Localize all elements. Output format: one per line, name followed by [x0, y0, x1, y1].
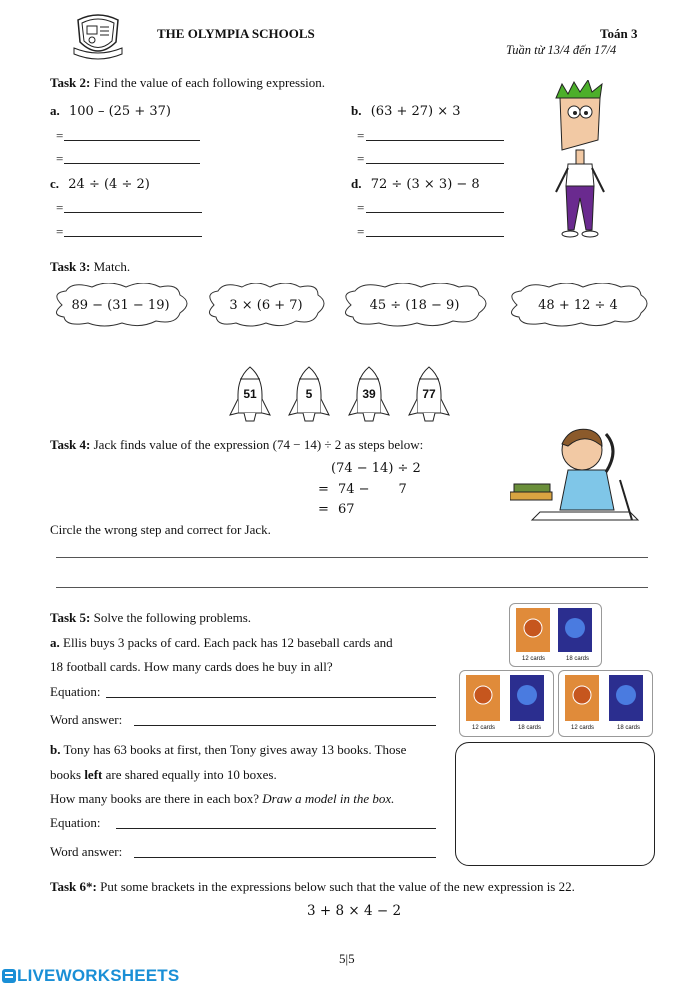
step-3[interactable]: 67: [338, 502, 355, 517]
task5-heading: [50, 610, 251, 626]
cloud-expression: 3 × (6 + 7): [229, 297, 303, 313]
problem-a-line2: 18 football cards. How many cards does he buy in all?: [50, 659, 333, 674]
rocket-answer[interactable]: [228, 365, 272, 425]
task2-item-c: [50, 176, 150, 192]
eq-sign: =: [56, 128, 64, 143]
rocket-number: 39: [362, 387, 376, 401]
task2-label: Task 2:: [50, 75, 91, 90]
task6-label: Task 6*:: [50, 879, 97, 894]
problem-text: Ellis buys 3 packs of card. Each pack has 12 baseball cards and: [59, 635, 393, 650]
task3-heading: [50, 259, 130, 275]
problem-text: Tony has 63 books at first, then Tony gives away 13 books. Those: [60, 742, 407, 757]
eq-sign: =: [56, 224, 64, 239]
eq-sign: =: [357, 200, 365, 215]
task4-instruction: Circle the wrong step and correct for Jack.: [50, 522, 271, 537]
equation-blank[interactable]: [106, 697, 436, 698]
task4-label: Task 4:: [50, 437, 91, 452]
cartoon-character-illustration: [548, 80, 618, 240]
subject-title: Toán 3: [600, 26, 638, 41]
page-number: 5|5: [339, 951, 355, 966]
item-letter: d.: [351, 176, 362, 191]
boy-studying-illustration: [510, 420, 645, 525]
word-answer-label: Word answer:: [50, 712, 123, 727]
problem-letter: a.: [50, 635, 60, 650]
problem-letter: b.: [50, 742, 61, 757]
word-answer-blank[interactable]: [134, 857, 436, 858]
card-pack-illustration: [558, 670, 653, 737]
school-name: THE OLYMPIA SCHOOLS: [157, 26, 315, 41]
cloud-expression: 45 ÷ (18 − 9): [369, 297, 460, 313]
item-expression: (63 + 27) × 3: [370, 104, 461, 119]
card-label: 18 cards: [617, 725, 641, 731]
eq-sign: =: [357, 128, 365, 143]
equation-label: Equation:: [50, 684, 101, 699]
task3-label: Task 3:: [50, 259, 91, 274]
liveworksheets-logo: [2, 966, 179, 986]
problem-b-line3: [50, 791, 394, 807]
eq-sign: =: [357, 151, 365, 166]
task5-label: Task 5:: [50, 610, 91, 625]
expression-cloud[interactable]: [503, 283, 653, 327]
step-2[interactable]: 74 − 7: [338, 482, 407, 497]
task2-item-d: [351, 176, 480, 192]
item-letter: b.: [351, 103, 362, 118]
task6-title: Put some brackets in the expressions below such that the value of the new expression is 22.: [96, 879, 575, 894]
answer-blank[interactable]: [366, 163, 504, 164]
eq-sign: =: [56, 200, 64, 215]
expression-cloud[interactable]: [48, 283, 193, 327]
task5-title: Solve the following problems.: [90, 610, 252, 625]
problem-text: books: [50, 767, 85, 782]
rocket-answer[interactable]: [347, 365, 391, 425]
task2-item-a: [50, 103, 171, 119]
card-pack-illustration: [509, 603, 602, 667]
card-label: 18 cards: [566, 656, 590, 662]
answer-line[interactable]: [56, 587, 648, 588]
cloud-expression: 89 − (31 − 19): [71, 297, 170, 313]
answer-blank[interactable]: [64, 236, 202, 237]
item-expression: 24 ÷ (4 ÷ 2): [68, 177, 150, 192]
problem-b-line1: [50, 742, 406, 758]
task2-heading: [50, 75, 325, 91]
eq-sign: =: [56, 151, 64, 166]
step-3-eq: =: [318, 502, 329, 517]
task4-title: Jack finds value of the expression (74 − 14) ÷ 2 as steps below:: [90, 437, 424, 452]
answer-blank[interactable]: [64, 212, 202, 213]
step-1[interactable]: (74 − 14) ÷ 2: [331, 461, 421, 476]
expression-cloud[interactable]: [202, 283, 330, 327]
task2-title: Find the value of each following expression.: [90, 75, 326, 90]
school-logo: [72, 12, 124, 62]
card-label: 12 cards: [522, 656, 546, 662]
task6-heading: [50, 879, 575, 895]
card-label: 12 cards: [571, 725, 595, 731]
rocket-number: 77: [422, 387, 436, 401]
rocket-answer[interactable]: [407, 365, 451, 425]
rocket-answer[interactable]: [287, 365, 331, 425]
problem-text-bold: left: [84, 767, 103, 782]
word-answer-blank[interactable]: [134, 725, 436, 726]
task3-title: Match.: [90, 259, 131, 274]
task2-item-b: [351, 103, 461, 119]
item-expression: 100 – (25 + 37): [69, 104, 171, 119]
problem-text: are shared equally into 10 boxes.: [102, 767, 277, 782]
rocket-number: 5: [305, 387, 313, 401]
item-letter: c.: [50, 176, 60, 191]
word-answer-label: Word answer:: [50, 844, 123, 859]
brand-name: LIVEWORKSHEETS: [17, 966, 180, 985]
card-pack-illustration: [459, 670, 554, 737]
item-expression: 72 ÷ (3 × 3) − 8: [370, 177, 480, 192]
model-drawing-box[interactable]: [455, 742, 655, 866]
answer-blank[interactable]: [366, 140, 504, 141]
rocket-number: 51: [243, 387, 257, 401]
task4-heading: [50, 437, 423, 453]
problem-text-italic: Draw a model in the box.: [262, 791, 395, 806]
answer-blank[interactable]: [366, 212, 504, 213]
brand-icon: [2, 969, 16, 983]
week-range: Tuần từ 13/4 đến 17/4: [506, 43, 617, 57]
problem-text: How many books are there in each box?: [50, 791, 263, 806]
step-2-eq: =: [318, 482, 329, 497]
answer-line[interactable]: [56, 557, 648, 558]
cloud-expression: 48 + 12 ÷ 4: [538, 297, 618, 313]
equation-blank[interactable]: [116, 828, 436, 829]
eq-sign: =: [357, 224, 365, 239]
expression-cloud[interactable]: [337, 283, 492, 327]
answer-blank[interactable]: [366, 236, 504, 237]
card-label: 18 cards: [518, 725, 542, 731]
card-label: 12 cards: [472, 725, 496, 731]
problem-a-line1: [50, 635, 393, 651]
answer-blank[interactable]: [64, 140, 200, 141]
item-letter: a.: [50, 103, 60, 118]
answer-blank[interactable]: [64, 163, 200, 164]
task6-expression[interactable]: 3 + 8 × 4 − 2: [307, 903, 402, 919]
equation-label: Equation:: [50, 815, 101, 830]
problem-b-line2: [50, 767, 277, 783]
